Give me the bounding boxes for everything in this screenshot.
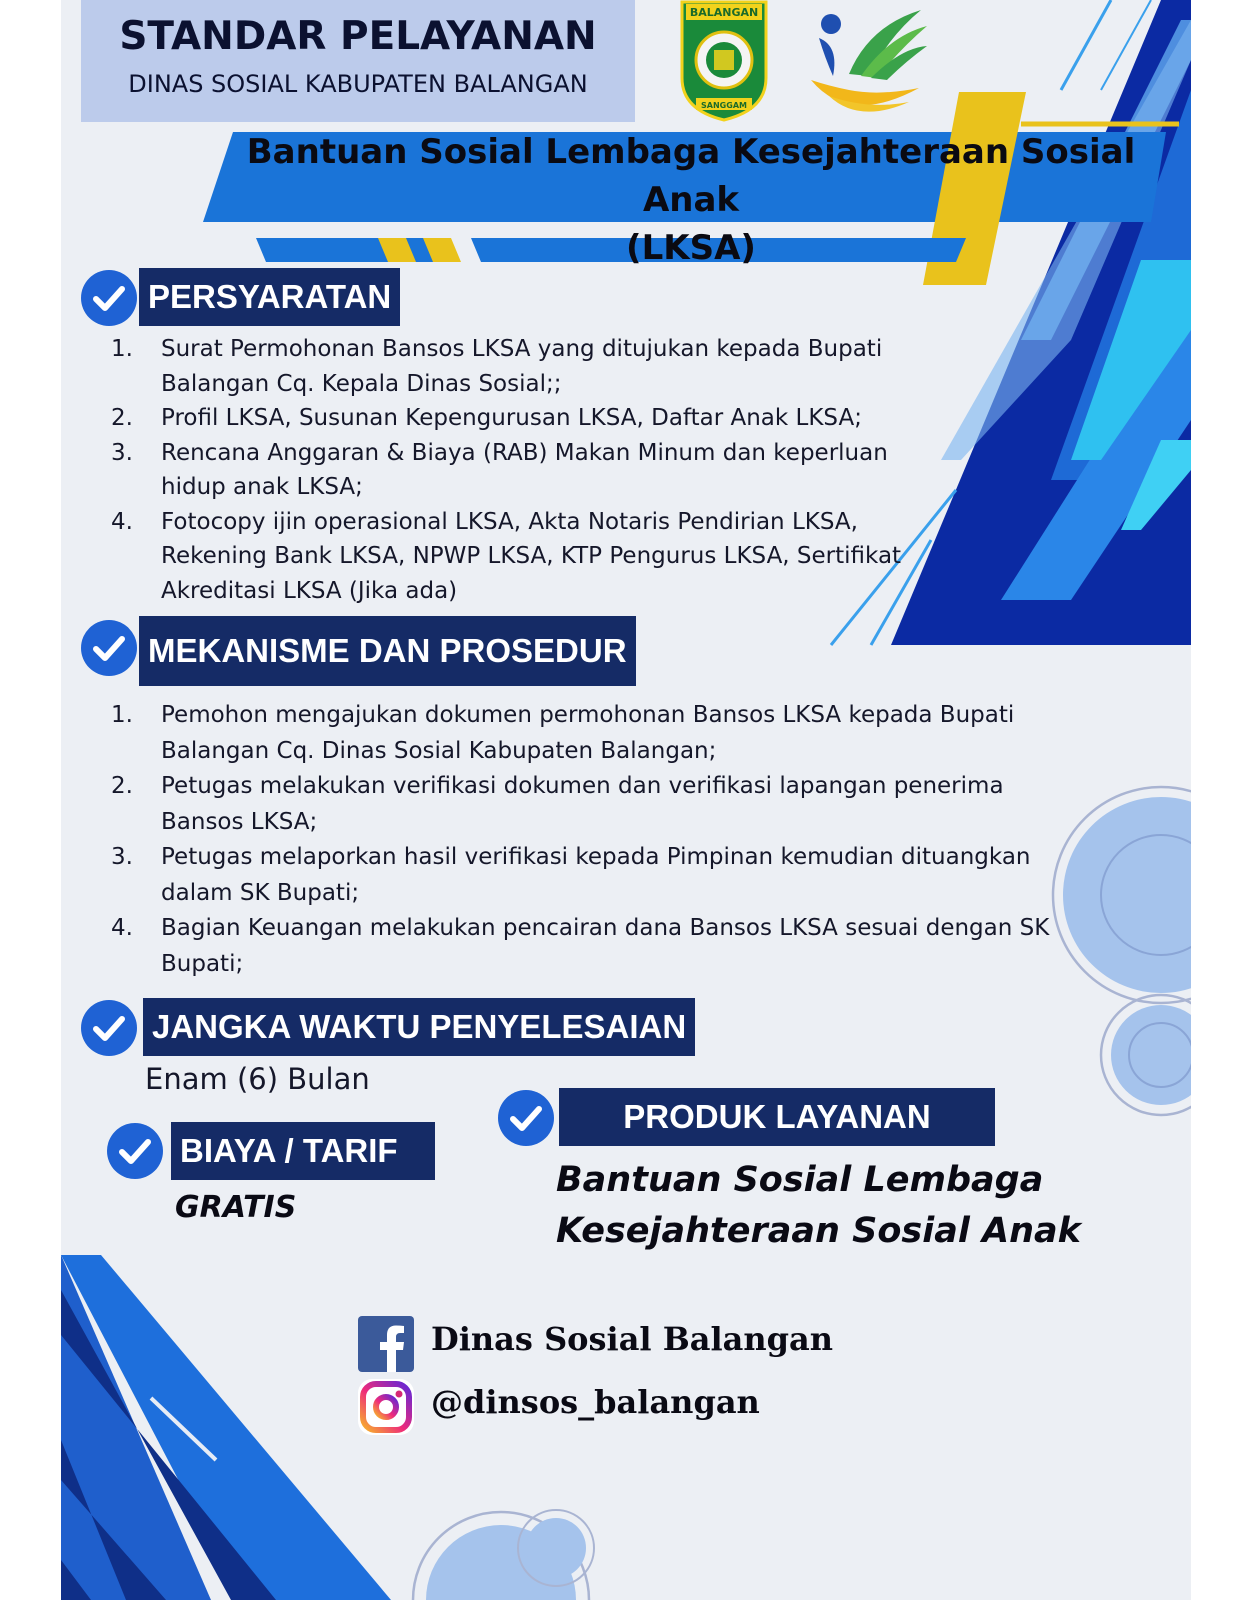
persyaratan-list xyxy=(61,332,911,608)
main-title xyxy=(221,128,1161,272)
balangan-logo xyxy=(678,0,770,122)
mekanisme-list xyxy=(61,698,1071,982)
check-icon xyxy=(498,1090,554,1146)
list-item: 2. Petugas melakukan verifikasi dokumen dan verifikasi lapangan penerima Bansos LKSA; xyxy=(111,773,1004,835)
list-item: 1. Pemohon mengajukan dokumen permohonan Bansos LKSA kepada Bupati Balangan Cq. Dinas Sosial Kabupaten Balangan; xyxy=(111,702,1015,764)
main-title-line2: (LKSA) xyxy=(626,228,756,268)
list-item: 3. Rencana Anggaran & Biaya (RAB) Makan Minum dan keperluan hidup anak LKSA; xyxy=(111,439,888,500)
list-item: 4. Bagian Keuangan melakukan pencairan dana Bansos LKSA sesuai dengan SK Bupati; xyxy=(111,915,1050,977)
kemsos-logo xyxy=(809,6,929,124)
check-icon xyxy=(81,270,137,326)
section-label-produk: PRODUK LAYANAN xyxy=(559,1088,995,1146)
check-icon xyxy=(81,620,137,676)
section-label-biaya: BIAYA / TARIF xyxy=(171,1122,435,1180)
instagram-icon[interactable] xyxy=(358,1379,414,1435)
section-label-persyaratan: PERSYARATAN xyxy=(139,268,400,326)
check-icon xyxy=(107,1123,163,1179)
list-item: 3. Petugas melaporkan hasil verifikasi kepada Pimpinan kemudian dituangkan dalam SK Bupati; xyxy=(111,844,1031,906)
logo-text-bottom: SANGGAM xyxy=(701,101,747,110)
check-icon xyxy=(81,1000,137,1056)
produk-line2: Kesejahteraan Sosial Anak xyxy=(556,1211,1081,1251)
header-title: STANDAR PELAYANAN xyxy=(119,14,597,59)
poster xyxy=(61,0,1191,1600)
facebook-icon[interactable] xyxy=(358,1316,414,1372)
facebook-link[interactable]: Dinas Sosial Balangan xyxy=(431,1320,834,1358)
header-box xyxy=(81,0,635,122)
logo-text-top: BALANGAN xyxy=(689,6,759,19)
biaya-value: GRATIS xyxy=(175,1190,297,1225)
header-subtitle: DINAS SOSIAL KABUPATEN BALANGAN xyxy=(128,70,588,98)
jangka-waktu-value: Enam (6) Bulan xyxy=(145,1062,370,1096)
section-label-jangka-waktu: JANGKA WAKTU PENYELESAIAN xyxy=(143,998,695,1056)
produk-line1: Bantuan Sosial Lembaga xyxy=(556,1160,1044,1200)
instagram-link[interactable]: @dinsos_balangan xyxy=(431,1383,760,1421)
list-item: 4. Fotocopy ijin operasional LKSA, Akta Notaris Pendirian LKSA, Rekening Bank LKSA, NPWP LKSA, KTP Pengurus LKSA, Sertifikat Akreditasi LKSA (Jika ada) xyxy=(111,508,902,604)
list-item: 1. Surat Permohonan Bansos LKSA yang ditujukan kepada Bupati Balangan Cq. Kepala Dinas Sosial;; xyxy=(111,336,883,397)
main-title-line1: Bantuan Sosial Lembaga Kesejahteraan Sosial Anak xyxy=(246,132,1136,220)
list-item: 2. Profil LKSA, Susunan Kepengurusan LKSA, Daftar Anak LKSA; xyxy=(111,405,862,431)
section-label-mekanisme: MEKANISME DAN PROSEDUR xyxy=(139,616,636,686)
produk-value xyxy=(556,1155,1081,1257)
